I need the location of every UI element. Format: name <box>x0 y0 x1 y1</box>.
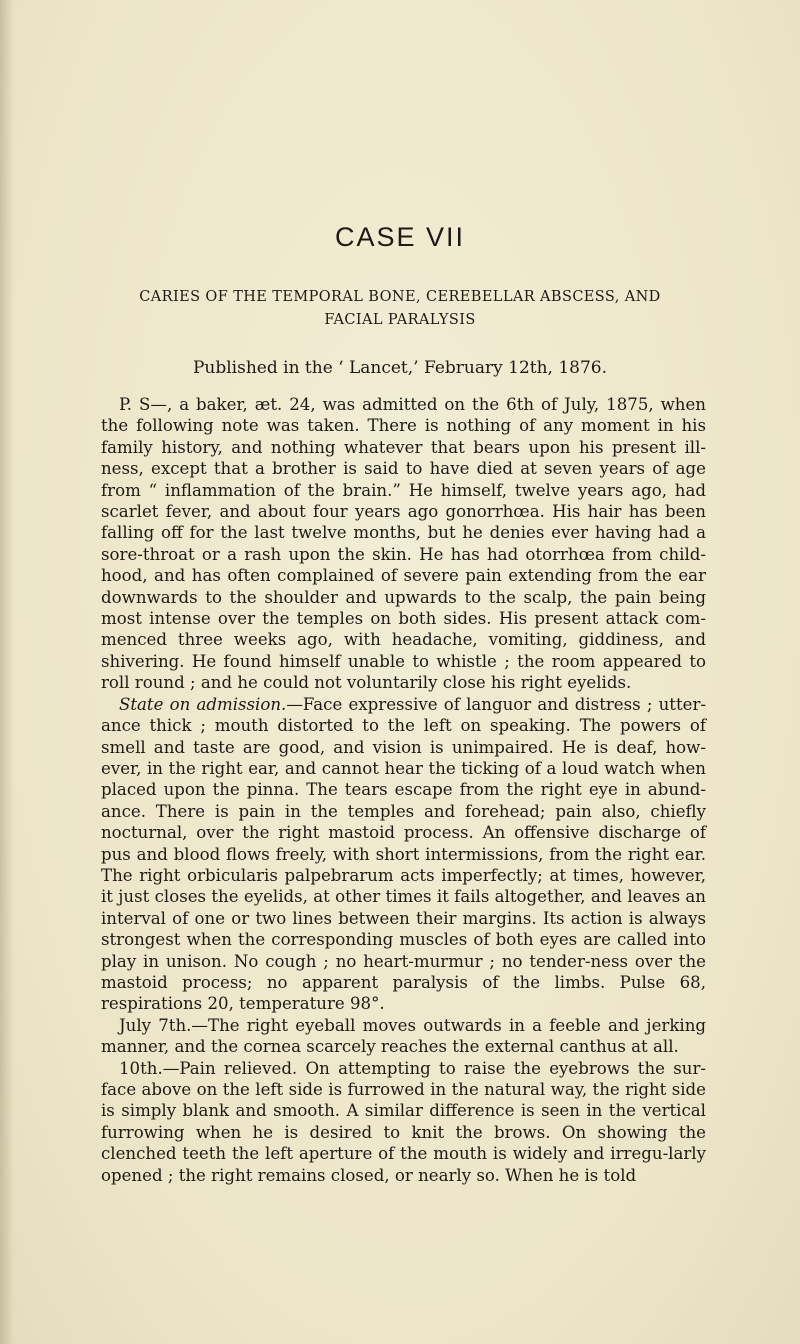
paragraph-july-7th: July 7th.—The right eyeball moves outwards in a feeble and jerking manner, and the cornea scarcely reaches the external canthus at all. <box>101 1015 706 1057</box>
paragraph-history: P. S—, a baker, æt. 24, was admitted on the 6th of July, 1875, when the following note was taken. There is nothing of any moment in his family history, and nothing whatever that bears upon his present ill-ness, except that a brother is said to have died at seven years of age from “ inflammation of the brain.” He himself, twelve years ago, had scarlet fever, and about four years ago gonorrhœa. His hair has been falling off for the last twelve months, but he denies ever having had a sore-throat or a rash upon the skin. He has had otorrhœa from child-hood, and has often complained of severe pain extending from the ear downwards to the shoulder and upwards to the scalp, the pain being most intense over the temples on both sides. His present attack com-menced three weeks ago, with headache, vomiting, giddiness, and shivering. He found himself unable to whistle ; the room appeared to roll round ; and he could not voluntarily close his right eyelids. <box>101 395 706 693</box>
paragraph-10th: 10th.—Pain relieved. On attempting to raise the eyebrows the sur-face above on the left side is furrowed in the natural way, the right side is simply blank and smooth. A similar difference is seen in the vertical furrowing when he is desired to knit the brows. On showing the clenched teeth the left aperture of the mouth is widely and irregu-larly opened ; the right remains closed, or nearly so. When he is told <box>101 1058 706 1185</box>
section-label-state-on-admission: State on admission. <box>119 694 287 714</box>
binding-shadow <box>0 0 14 1344</box>
case-subtitle: CARIES OF THE TEMPORAL BONE, CEREBELLAR ABSCESS, AND FACIAL PARALYSIS <box>139 289 661 328</box>
case-title: CASE VII <box>334 222 466 252</box>
publication-note: Published in the ‘ Lancet,’ February 12th, 1876. <box>192 358 608 378</box>
paragraph-admission <box>101 694 706 1015</box>
case-body <box>101 394 706 1186</box>
paragraph-admission-text: —Face expressive of languor and distress ; utter-ance thick ; mouth distorted to the left on speaking. The powers of smell and taste are good, and vision is unimpaired. He is deaf, how-ever, in the right ear, and cannot hear the ticking of a loud watch when placed upon the pinna. The tears escape from the right eye in abund-ance. There is pain in the temples and forehead; pain also, chiefly nocturnal, over the right mastoid process. An offensive discharge of pus and blood flows freely, with short intermissions, from the right ear. The right orbicularis palpebrarum acts imperfectly; at times, however, it just closes the eyelids, at other times it fails altogether, and leaves an interval of one or two lines between their margins. Its action is always strongest when the corresponding muscles of both eyes are called into play in unison. No cough ; no heart-murmur ; no tender-ness over the mastoid process; no apparent paralysis of the limbs. Pulse 68, respirations 20, temperature 98°. <box>101 694 706 1014</box>
